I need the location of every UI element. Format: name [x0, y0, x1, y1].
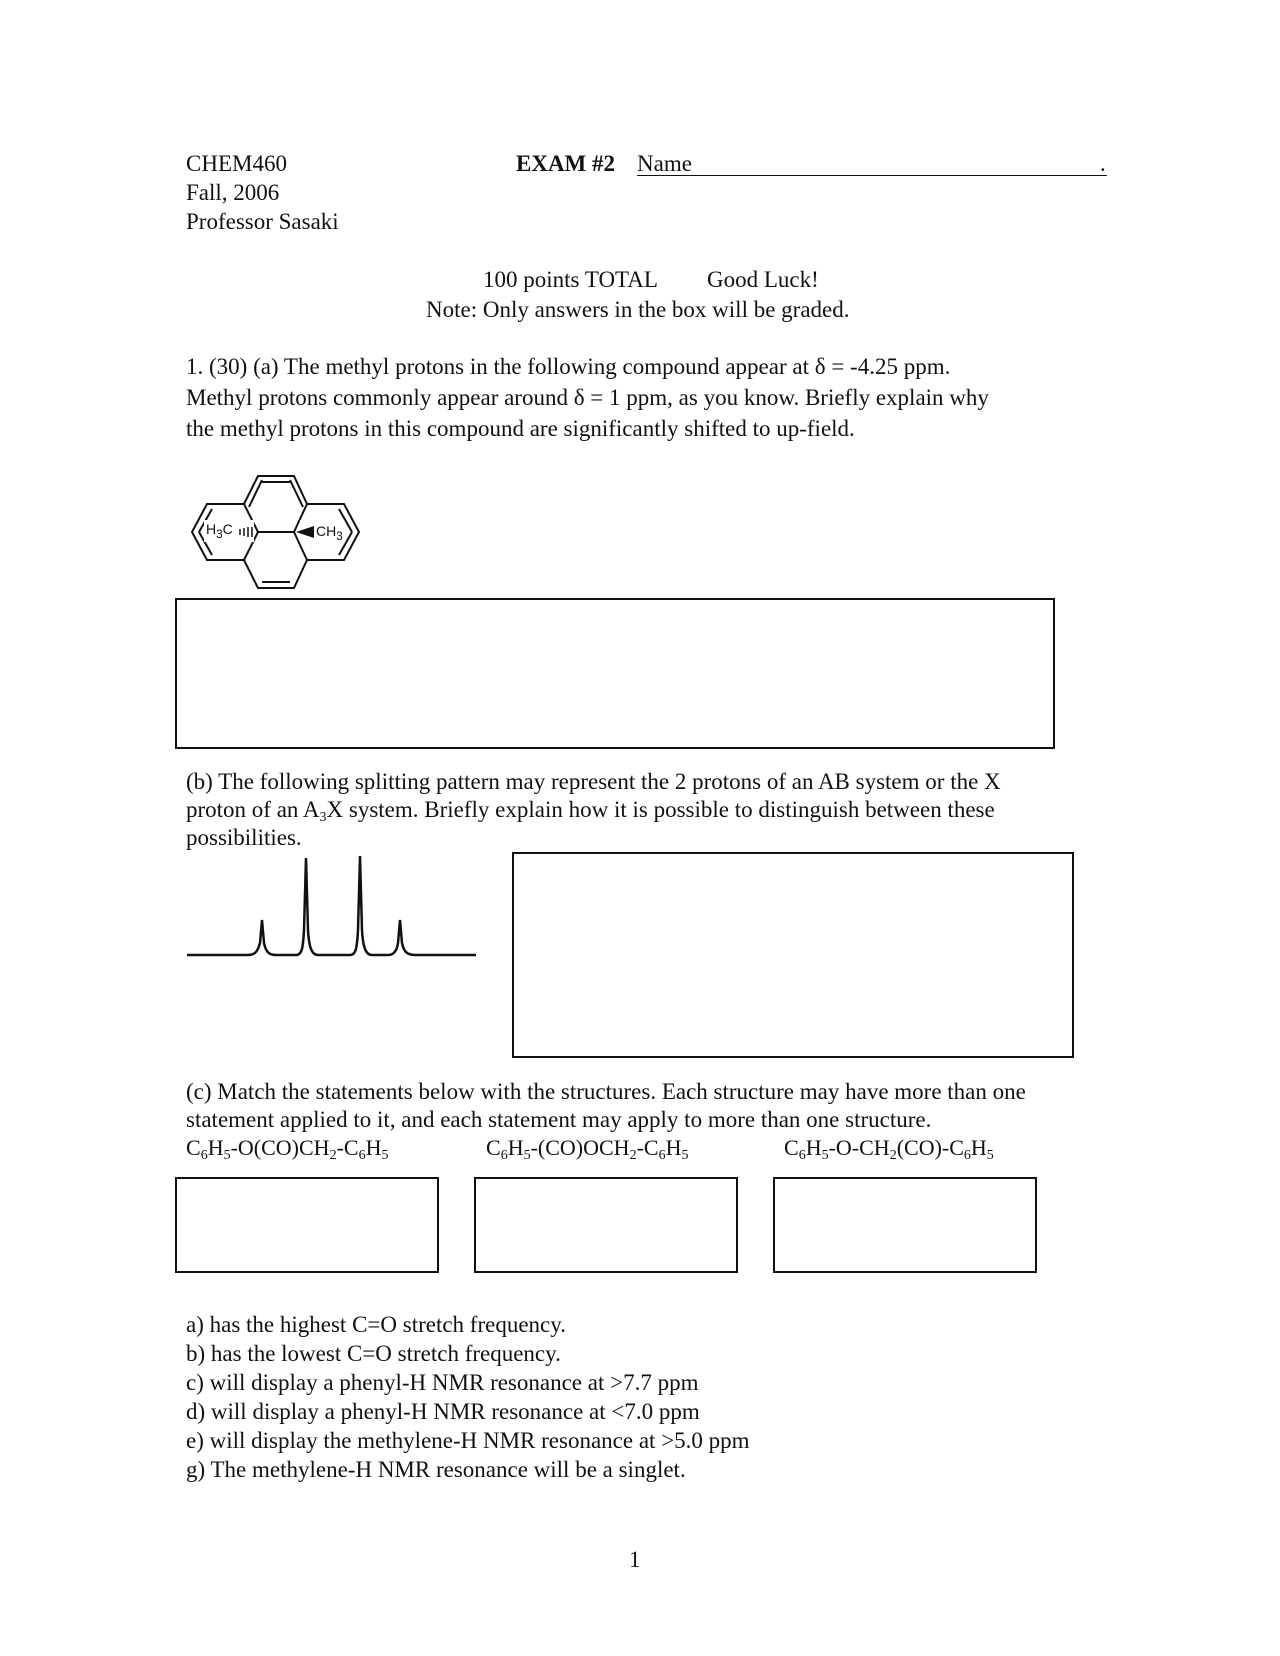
statement-c: c) will display a phenyl-H NMR resonance at >7.7 ppm — [186, 1370, 699, 1395]
grading-note: Note: Only answers in the box will be graded. — [426, 297, 850, 322]
structure-label-1: $C_6H_5-O(CO)CH_2-C_6H_5$ — [186, 1135, 389, 1163]
structure-label-2: $C_6H_5-(CO)OCH_2-C_6H_5$ — [486, 1135, 689, 1163]
structure-methyl-right: $CH_3$ — [316, 523, 343, 543]
name-label: Name — [637, 151, 692, 176]
statement-b: b) has the lowest C=O stretch frequency. — [186, 1341, 561, 1366]
q1b-text-line1: (b) The following splitting pattern may represent the 2 protons of an AB system or the X — [186, 769, 1001, 794]
q1a-text-line2: Methyl protons commonly appear around δ = 1 ppm, as you know. Briefly explain why — [186, 385, 989, 410]
q1c-answer-box-2[interactable] — [474, 1177, 738, 1273]
q1a-text-line1: 1. (30) (a) The methyl protons in the following compound appear at δ = -4.25 ppm. — [186, 354, 951, 379]
statement-g: g) The methylene-H NMR resonance will be a singlet. — [186, 1457, 686, 1482]
q1c-text-line1: (c) Match the statements below with the structures. Each structure may have more than one — [186, 1079, 1026, 1104]
q1b-answer-box[interactable] — [512, 852, 1074, 1058]
statement-e: e) will display the methylene-H NMR resonance at >5.0 ppm — [186, 1428, 750, 1453]
q1b-text-line3: possibilities. — [186, 825, 302, 850]
name-line-end: . — [1100, 151, 1106, 176]
page-number: 1 — [629, 1547, 641, 1572]
course-code: CHEM460 — [186, 151, 287, 176]
q1a-text-line3: the methyl protons in this compound are significantly shifted to up-field. — [186, 416, 855, 441]
structure-methyl-left: $H_3C$ — [206, 521, 233, 541]
q1c-text-line2: statement applied to it, and each statement may apply to more than one structure. — [186, 1107, 932, 1132]
structure-label-3: $C_6H_5-O-CH_2(CO)-C_6H_5$ — [784, 1135, 994, 1163]
statement-a: a) has the highest C=O stretch frequency. — [186, 1312, 566, 1337]
good-luck: Good Luck! — [707, 267, 819, 292]
name-field-line[interactable] — [637, 175, 1107, 176]
statement-d: d) will display a phenyl-H NMR resonance at <7.0 ppm — [186, 1399, 700, 1424]
points-total: 100 points TOTAL — [483, 267, 658, 292]
term: Fall, 2006 — [186, 180, 280, 205]
exam-title: EXAM #2 — [516, 151, 616, 176]
splitting-pattern-spectrum — [185, 850, 480, 960]
q1c-answer-box-3[interactable] — [773, 1177, 1037, 1273]
instructor: Professor Sasaki — [186, 209, 339, 234]
q1c-answer-box-1[interactable] — [175, 1177, 439, 1273]
q1a-answer-box[interactable] — [175, 598, 1055, 749]
q1b-text-line2: proton of an $A_3X$ system. Briefly explain how it is possible to distinguish between these — [186, 797, 995, 825]
